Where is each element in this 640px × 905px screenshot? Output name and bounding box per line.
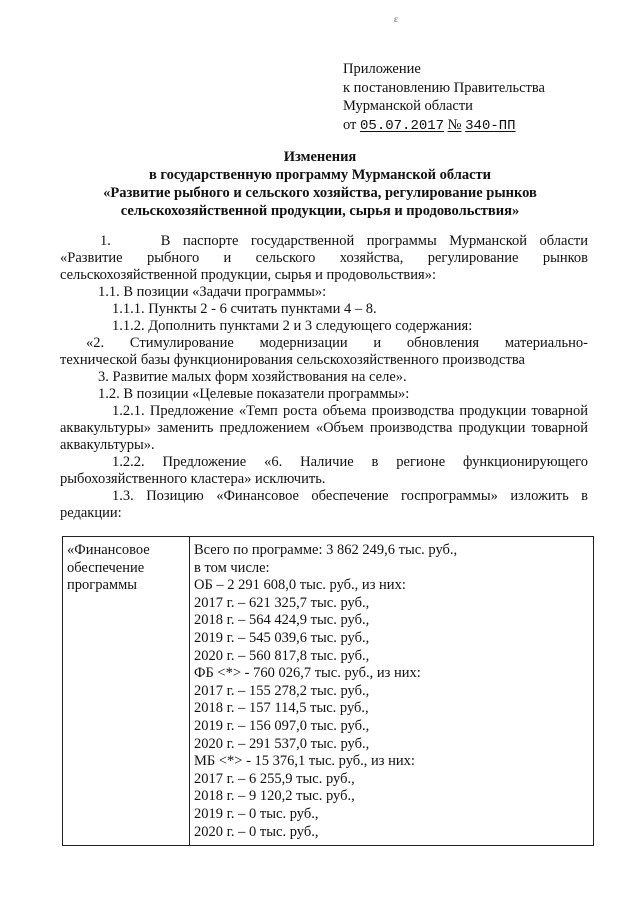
- financing-line: 2019 г. – 0 тыс. руб.,: [194, 805, 319, 822]
- financing-line: МБ <*> - 15 376,1 тыс. руб., из них:: [194, 753, 415, 770]
- financing-line: ОБ – 2 291 608,0 тыс. руб., из них:: [194, 577, 406, 594]
- appendix-line: к постановлению Правительства: [343, 79, 545, 96]
- financing-line: 2019 г. – 156 097,0 тыс. руб.,: [194, 717, 370, 734]
- resolution-date: 05.07.2017: [360, 117, 445, 134]
- paragraph-1-3: 1.3. Позицию «Финансовое обеспечение госпрограммы» изложить в редакции:: [60, 488, 588, 521]
- financing-line: 2020 г. – 0 тыс. руб.,: [194, 823, 319, 840]
- appendix-line: Мурманской области: [343, 98, 473, 114]
- number-sign: №: [447, 116, 462, 133]
- paragraph-1-line: сельскохозяйственной продукции, сырья и продовольствия»:: [60, 267, 436, 283]
- paragraph-1-2-2: 1.2.2. Предложение «6. Наличие в регионе функционирующего рыбохозяйственного кластера» исключить.: [60, 454, 588, 487]
- financing-line: 2020 г. – 560 817,8 тыс. руб.,: [194, 647, 370, 664]
- date-prefix: от: [343, 116, 357, 133]
- financing-line: в том числе:: [194, 559, 270, 576]
- paragraph-1-1-1: 1.1.1. Пункты 2 - 6 считать пунктами 4 – 8.: [112, 301, 377, 317]
- item-2-line: «2. Стимулирование модернизации и обновления материально-: [86, 335, 588, 351]
- document-body: [60, 233, 588, 522]
- resolution-number: 340-ПП: [465, 117, 516, 134]
- document-title: [60, 148, 580, 220]
- title-line: сельскохозяйственной продукции, сырья и продовольствия»: [120, 203, 520, 219]
- item-2-line: технической базы функционирования сельскохозяйственного производства: [60, 352, 525, 368]
- financing-line: 2018 г. – 9 120,2 тыс. руб.,: [194, 788, 355, 805]
- paragraph-1-line: «Развитие рыбного и сельского хозяйства, регулирование рынков: [60, 250, 588, 266]
- paragraph-1-2-1: 1.2.1. Предложение «Темп роста объема производства продукции товарной аквакультуры» заменить предложением «Объем производства продукции товарной аквакультуры».: [60, 403, 588, 453]
- financing-values-cell: [190, 537, 594, 846]
- financing-line: 2017 г. – 621 325,7 тыс. руб.,: [194, 594, 370, 611]
- title-line: «Развитие рыбного и сельского хозяйства, регулирование рынков: [103, 185, 537, 201]
- appendix-line: Приложение: [343, 61, 421, 77]
- title-line: в государственную программу Мурманской области: [148, 167, 492, 183]
- scan-mark: ɛ: [394, 14, 398, 24]
- financing-line: 2018 г. – 564 424,9 тыс. руб.,: [194, 612, 370, 629]
- paragraph-1-line: 1. В паспорте государственной программы Мурманской области: [100, 233, 588, 249]
- financing-line: 2020 г. – 291 537,0 тыс. руб.,: [194, 735, 370, 752]
- financing-table: [62, 536, 594, 846]
- paragraph-1-1-2: 1.1.2. Дополнить пунктами 2 и 3 следующего содержания:: [112, 318, 473, 334]
- title-line: Изменения: [283, 149, 357, 165]
- financing-line: 2017 г. – 6 255,9 тыс. руб.,: [194, 770, 355, 787]
- item-3: 3. Развитие малых форм хозяйствования на селе».: [98, 369, 407, 385]
- paragraph-1-1: 1.1. В позиции «Задачи программы»:: [98, 284, 327, 300]
- financing-line: 2017 г. – 155 278,2 тыс. руб.,: [194, 682, 370, 699]
- financing-line: 2018 г. – 157 114,5 тыс. руб.,: [194, 700, 369, 717]
- position-name-cell: «Финансовое обеспечение программы: [63, 537, 190, 846]
- financing-line: 2019 г. – 545 039,6 тыс. руб.,: [194, 629, 370, 646]
- appendix-header: [343, 60, 545, 135]
- appendix-date-line: [343, 116, 545, 136]
- paragraph-1-2: 1.2. В позиции «Целевые показатели программы»:: [98, 386, 410, 402]
- financing-line: Всего по программе: 3 862 249,6 тыс. руб.,: [194, 542, 458, 558]
- financing-line: ФБ <*> - 760 026,7 тыс. руб., из них:: [194, 665, 421, 682]
- table-row: [63, 537, 594, 846]
